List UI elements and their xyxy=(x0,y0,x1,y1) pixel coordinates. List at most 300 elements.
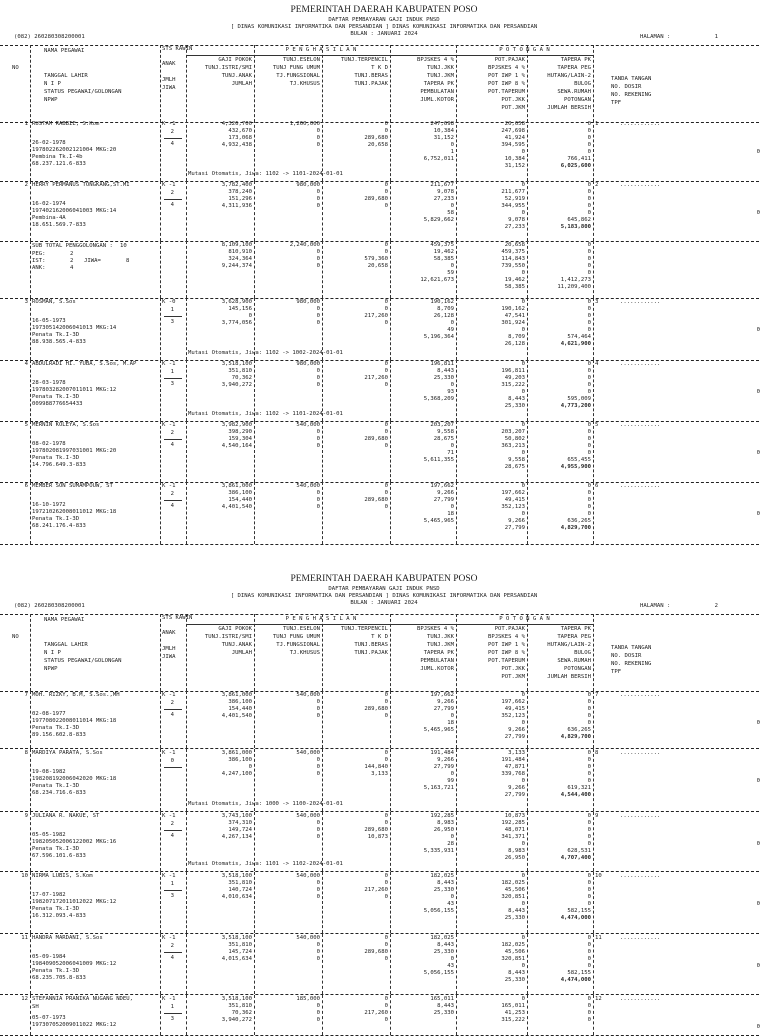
pay-p2-1: 0 xyxy=(316,820,320,826)
deduction-q1-5: 9,558 xyxy=(508,457,525,463)
signature-dots: ............ xyxy=(620,692,661,698)
pay-p3-1: 0 xyxy=(384,699,388,705)
deduction-q1-2: 52,919 xyxy=(504,196,525,202)
pay-p1-3: 3,940,272 xyxy=(221,382,252,388)
col-qc1-1: BPJSKES 4 % xyxy=(487,65,525,71)
pay-p3-0: 0 xyxy=(384,422,388,428)
employee-nip: 198205052006122002 MKG:16 xyxy=(32,839,117,845)
child-count: 2 xyxy=(170,430,174,436)
pay-p1-1: 351,810 xyxy=(228,880,252,886)
signature-number: 1 xyxy=(595,121,599,127)
col-ttd-2: NO. REKENING xyxy=(611,661,652,667)
col-qc2-6: JUMLAH BERSIH xyxy=(547,674,591,680)
pay-p4-5: 5,056,155 xyxy=(423,970,454,976)
row-col-divider-8 xyxy=(593,120,594,181)
pay-p2-0: 540,000 xyxy=(296,483,320,489)
header-col-divider-7 xyxy=(527,614,528,691)
col-pc4-4: PEMBULATAN xyxy=(420,658,454,664)
pay-p1-1: 374,310 xyxy=(228,820,252,826)
row-bottom-rule xyxy=(0,933,759,934)
birth-date: 05-09-1984 xyxy=(32,954,66,960)
marital-status: K -1 xyxy=(162,873,176,879)
deduction-q2-4: 0 xyxy=(587,450,591,456)
pay-p4-2: 25,330 xyxy=(433,887,454,893)
pay-p4-1: 8,983 xyxy=(437,820,454,826)
row-col-divider-2 xyxy=(186,421,187,482)
pay-p1-0: 3,518,100 xyxy=(221,361,252,367)
signature-dots: ............ xyxy=(620,299,661,305)
subtotal-p1-3: 9,244,374 xyxy=(221,263,252,269)
employee-rank: Pembina Tk.I-4b xyxy=(32,154,83,160)
signature-dots: ............ xyxy=(620,935,661,941)
pay-p2-3: 0 xyxy=(316,1017,320,1023)
pay-p4-0: 182,025 xyxy=(430,935,454,941)
deduction-q1-3: 394,595 xyxy=(501,142,525,148)
col-pc1-2: TUNJ.ANAK xyxy=(221,73,252,79)
pay-p2-3: 0 xyxy=(316,382,320,388)
pay-p1-0: 3,628,900 xyxy=(221,299,252,305)
page-number: 1 xyxy=(714,34,718,40)
pay-p4-1: 8,443 xyxy=(437,942,454,948)
row-number: 12 xyxy=(21,996,28,1002)
pay-p3-1: 0 xyxy=(384,429,388,435)
header-col-divider-2 xyxy=(186,45,187,122)
deduction-q1-5: 8,709 xyxy=(508,334,525,340)
deduction-q2-1: 0 xyxy=(587,820,591,826)
pay-p2-2: 0 xyxy=(316,313,320,319)
col-no: NO xyxy=(12,65,19,71)
penghasilan-heading: P E N G H A S I L A N xyxy=(285,47,357,53)
pay-p4-3: 0 xyxy=(450,834,454,840)
deduction-q2-4: 0 xyxy=(587,389,591,395)
row-col-divider-2 xyxy=(186,872,187,933)
employee-name: HERRY PERMANUS TONGKANG,ST.MI xyxy=(32,182,130,188)
row-col-divider-5 xyxy=(390,298,391,360)
jiwa-rule xyxy=(164,378,182,379)
deduction-q2-1: 0 xyxy=(587,757,591,763)
birth-date: 08-02-1978 xyxy=(32,441,66,447)
subtotal-p1-0: 8,109,100 xyxy=(221,242,252,248)
subtotal-jiwa: 8 xyxy=(126,258,130,264)
deduction-q1-6: 27,799 xyxy=(504,525,525,531)
rekening-zero: 0 xyxy=(756,720,760,726)
pay-p3-3: 0 xyxy=(384,956,388,962)
subtotal-q2-0: 0 xyxy=(587,242,591,248)
pay-p3-2: 289,680 xyxy=(364,497,388,503)
deduction-q2-2: 0 xyxy=(587,135,591,141)
pay-p4-0: 197,662 xyxy=(430,483,454,489)
subtotal-col-divider-1 xyxy=(160,241,161,298)
deduction-q2-3: 0 xyxy=(587,771,591,777)
employee-name: JULIANA R. NAKUE, ST xyxy=(32,813,100,819)
col-pc2-3: TJ.KHUSUS xyxy=(289,650,320,656)
pay-p1-0: 3,982,900 xyxy=(221,422,252,428)
row-col-divider-6 xyxy=(456,691,457,748)
subtotal-q2-1: 0 xyxy=(587,249,591,255)
deduction-q2-6: 4,544,400 xyxy=(560,792,591,798)
deduction-q1-1: 165,011 xyxy=(501,1003,525,1009)
col-pc3-1: T K D xyxy=(371,634,388,640)
subtotal-jiwa-label: JIWA= xyxy=(84,258,101,264)
penghasilan-underline xyxy=(186,55,456,56)
deduction-q1-1: 192,285 xyxy=(501,820,525,826)
subtotal-p4-5: 12,621,673 xyxy=(420,277,454,283)
subtotal-q1-6: 58,385 xyxy=(504,284,525,290)
signature-number: 7 xyxy=(595,692,599,698)
rekening-zero: 0 xyxy=(756,210,760,216)
pay-p1-1: 145,156 xyxy=(228,306,252,312)
deduction-q2-3: 0 xyxy=(587,382,591,388)
col-pc4-3: TAPERA PK xyxy=(423,81,454,87)
row-col-divider-6 xyxy=(456,482,457,544)
signature-dots: ............ xyxy=(620,483,661,489)
pay-p1-0: 3,518,100 xyxy=(221,935,252,941)
deduction-q2-2: 0 xyxy=(587,196,591,202)
pay-p2-3: 0 xyxy=(316,894,320,900)
deduction-q1-1: 197,662 xyxy=(501,490,525,496)
pay-p2-3: 0 xyxy=(316,320,320,326)
pay-p4-1: 9,266 xyxy=(437,490,454,496)
subtotal-q2-3: 0 xyxy=(587,263,591,269)
pay-p4-3: 0 xyxy=(450,713,454,719)
pay-p2-3: 0 xyxy=(316,504,320,510)
col-pc3-3: TUNJ.PAJAK xyxy=(354,650,388,656)
pay-p4-5: 6,752,011 xyxy=(423,156,454,162)
signature-number: 10 xyxy=(595,873,602,879)
col-pc3-0: TUNJ.TERPENCIL xyxy=(340,57,388,63)
halaman-label: HALAMAN : xyxy=(640,34,671,40)
row-col-divider-8 xyxy=(593,360,594,421)
col-qc2-2: HUTANG/LAIN-2 xyxy=(547,642,591,648)
row-col-divider-1 xyxy=(160,812,161,871)
employee-name-line2: SH xyxy=(32,1004,39,1010)
deduction-q2-1: 0 xyxy=(587,368,591,374)
deduction-q1-2: 49,415 xyxy=(504,706,525,712)
header-col-divider-3 xyxy=(254,614,255,691)
row-col-divider-8 xyxy=(593,934,594,994)
deduction-q1-4: 0 xyxy=(521,963,525,969)
subtotal-count: 10 xyxy=(120,243,127,249)
subtotal-p4-1: 19,462 xyxy=(433,249,454,255)
col-qc1-5: POT.JKK xyxy=(501,666,525,672)
deduction-q2-6: 4,621,900 xyxy=(560,341,591,347)
deduction-q1-3: 339,768 xyxy=(501,771,525,777)
col-pc2-2: TJ.FUNGSIONAL xyxy=(276,73,320,79)
rekening-zero: 0 xyxy=(756,901,760,907)
deduction-q2-4: 0 xyxy=(587,720,591,726)
col-status: STATUS PEGAWAI/GOLONGAN xyxy=(44,658,122,664)
header-col-divider-6 xyxy=(456,614,457,691)
deduction-q2-2: 0 xyxy=(587,887,591,893)
row-number: 9 xyxy=(24,813,28,819)
col-pc2-0: TUNJ.ESELON xyxy=(282,57,320,63)
deduction-q2-2: 0 xyxy=(587,949,591,955)
employee-rank: Penata Tk.I-3D xyxy=(32,516,80,522)
deduction-q1-3: 352,123 xyxy=(501,504,525,510)
pay-p3-2: 217,260 xyxy=(364,375,388,381)
employee-nip: 198409052006041009 MKG:12 xyxy=(32,961,117,967)
deduction-q2-3: 0 xyxy=(587,142,591,148)
rekening-zero: 0 xyxy=(756,327,760,333)
pay-p4-2: 26,950 xyxy=(433,827,454,833)
subtotal-p2-3: 0 xyxy=(316,263,320,269)
deduction-q1-5: 9,266 xyxy=(508,785,525,791)
row-col-divider-7 xyxy=(527,749,528,811)
row-col-divider-2 xyxy=(186,995,187,1035)
deduction-q1-3: 363,213 xyxy=(501,443,525,449)
row-col-divider-5 xyxy=(390,482,391,544)
deduction-q2-5: 619,321 xyxy=(567,785,591,791)
jiwa-rule xyxy=(164,500,182,501)
col-pc4-5: JUML.KOTOR xyxy=(420,666,454,672)
pay-p4-0: 192,285 xyxy=(430,813,454,819)
col-qc2-5: POTONGAN xyxy=(564,666,591,672)
pay-p1-1: 386,100 xyxy=(228,757,252,763)
pay-p3-2: 289,680 xyxy=(364,827,388,833)
subtotal-q2-2: 0 xyxy=(587,256,591,262)
pay-p2-3: 0 xyxy=(316,834,320,840)
employee-name: NIRMA LUBIS, S.Kom xyxy=(32,873,93,879)
pay-p4-5: 5,465,965 xyxy=(423,518,454,524)
pay-p2-2: 0 xyxy=(316,497,320,503)
jiwa-rule xyxy=(164,709,182,710)
deduction-q1-2: 45,506 xyxy=(504,949,525,955)
signature-dots: ............ xyxy=(620,121,661,127)
row-col-divider-3 xyxy=(254,691,255,748)
deduction-q1-2: 41,253 xyxy=(504,1010,525,1016)
pay-p3-2: 289,680 xyxy=(364,436,388,442)
deduction-q1-5: 9,266 xyxy=(508,518,525,524)
header-col-divider-4 xyxy=(322,45,323,122)
pay-p4-4: 99 xyxy=(447,778,454,784)
col-ttd-3: TPF xyxy=(611,100,622,106)
pay-p2-2: 0 xyxy=(316,135,320,141)
deduction-q2-4: 0 xyxy=(587,327,591,333)
deduction-q1-4: 0 xyxy=(521,210,525,216)
col-qc2-6: JUMLAH BERSIH xyxy=(547,105,591,111)
signature-number: 5 xyxy=(595,422,599,428)
row-bottom-rule xyxy=(0,994,759,995)
col-stskawin: STS KAWIN xyxy=(162,46,193,52)
deduction-q2-0: 0 xyxy=(587,121,591,127)
header-col-divider-0 xyxy=(30,45,31,122)
col-qc2-4: SEWA.RUMAH xyxy=(557,658,591,664)
pay-p3-2: 217,260 xyxy=(364,887,388,893)
subtotal-p3-2: 579,360 xyxy=(364,256,388,262)
deduction-q2-0: 0 xyxy=(587,692,591,698)
row-col-divider-0 xyxy=(30,812,31,871)
pay-p4-0: 191,484 xyxy=(430,750,454,756)
pay-p3-0: 0 xyxy=(384,750,388,756)
pay-p1-0: 3,518,100 xyxy=(221,996,252,1002)
subtotal-q2-4: 0 xyxy=(587,270,591,276)
pay-p4-5: 5,196,364 xyxy=(423,334,454,340)
pay-p3-1: 0 xyxy=(384,757,388,763)
col-qc2-1: TAPERA PEG xyxy=(557,634,591,640)
pay-p4-3: 0 xyxy=(450,320,454,326)
jiwa-rule xyxy=(164,890,182,891)
header-col-divider-8 xyxy=(593,45,594,122)
deduction-q1-1: 182,025 xyxy=(501,942,525,948)
marital-status: K -1 xyxy=(162,361,176,367)
pay-p3-0: 0 xyxy=(384,692,388,698)
row-col-divider-2 xyxy=(186,181,187,241)
pay-p2-0: 1,260,000 xyxy=(289,121,320,127)
row-col-divider-3 xyxy=(254,872,255,933)
subtotal-bottom-rule xyxy=(0,298,759,299)
subtotal-p4-2: 58,385 xyxy=(433,256,454,262)
pay-p2-2: 0 xyxy=(316,196,320,202)
subtotal-peg: 2 xyxy=(70,251,74,257)
child-count: 2 xyxy=(170,491,174,497)
employee-npwp: 89.156.602.8-833 xyxy=(32,732,86,738)
deduction-q2-4: 0 xyxy=(587,841,591,847)
pay-p2-0: 185,000 xyxy=(296,996,320,1002)
pay-p2-2: 0 xyxy=(316,887,320,893)
row-number: 5 xyxy=(24,422,28,428)
pay-p1-3: 4,932,438 xyxy=(221,142,252,148)
pay-p3-1: 0 xyxy=(384,942,388,948)
col-anak: ANAK xyxy=(162,630,176,636)
col-ttd-2: NO. REKENING xyxy=(611,92,652,98)
deduction-q2-5: 645,862 xyxy=(567,217,591,223)
child-count: 2 xyxy=(170,700,174,706)
marital-status: K -1 xyxy=(162,692,176,698)
deduction-q2-4: 0 xyxy=(587,778,591,784)
pay-p3-2: 289,680 xyxy=(364,196,388,202)
pay-p4-2: 27,233 xyxy=(433,196,454,202)
pay-p3-1: 0 xyxy=(384,880,388,886)
employee-name: MARDIYA PARATA, S.Sos xyxy=(32,750,103,756)
department-line: [ DINAS KOMUNIKASI INFORMATIKA DAN PERSANDIAN ] DINAS KOMUNIKASI INFORMATIKA DAN PERSANDIAN xyxy=(230,593,538,599)
deduction-q1-3: 320,851 xyxy=(501,894,525,900)
pay-p1-1: 386,100 xyxy=(228,490,252,496)
pay-p3-3: 0 xyxy=(384,443,388,449)
deduction-q1-2: 49,203 xyxy=(504,375,525,381)
pay-p1-1: 398,290 xyxy=(228,429,252,435)
pay-p2-3: 0 xyxy=(316,713,320,719)
deduction-q2-5: 766,411 xyxy=(567,156,591,162)
row-col-divider-2 xyxy=(186,691,187,748)
deduction-q2-0: 0 xyxy=(587,750,591,756)
deduction-q2-5: 574,464 xyxy=(567,334,591,340)
pay-p2-0: 540,000 xyxy=(296,873,320,879)
col-qc1-3: POT IWP 8 % xyxy=(487,81,525,87)
subtotal-ank: 4 xyxy=(70,265,74,271)
col-pc2-2: TJ.FUNGSIONAL xyxy=(276,642,320,648)
pay-p4-1: 9,078 xyxy=(437,189,454,195)
employee-nip: 197802262002121004 MKG:20 xyxy=(32,147,117,153)
deduction-q2-3: 0 xyxy=(587,894,591,900)
deduction-q2-4: 0 xyxy=(587,963,591,969)
row-number: 3 xyxy=(24,299,28,305)
employee-npwp: 14.796.649.3-833 xyxy=(32,462,86,468)
marital-status: K -1 xyxy=(162,935,176,941)
deduction-q2-3: 0 xyxy=(587,443,591,449)
col-pc1-3: JUMLAH xyxy=(231,650,252,656)
pay-p4-2: 27,799 xyxy=(433,764,454,770)
pay-p3-0: 0 xyxy=(384,935,388,941)
pay-p3-0: 0 xyxy=(384,483,388,489)
deduction-q1-1: 190,162 xyxy=(501,306,525,312)
deduction-q2-6: 4,773,200 xyxy=(560,403,591,409)
pay-p2-0: 980,000 xyxy=(296,299,320,305)
halaman-label: HALAMAN : xyxy=(640,603,671,609)
deduction-q2-2: 0 xyxy=(587,827,591,833)
pay-p4-2: 28,675 xyxy=(433,436,454,442)
row-col-divider-2 xyxy=(186,482,187,544)
col-status: STATUS PEGAWAI/GOLONGAN xyxy=(44,89,122,95)
col-nama: NAMA PEGAWAI xyxy=(44,617,85,623)
deduction-q1-0: 0 xyxy=(521,483,525,489)
rekening-zero: 0 xyxy=(756,963,760,969)
deduction-q2-1: 0 xyxy=(587,490,591,496)
page-subtitle: DAFTAR PEMBAYARAN GAJI INDUK PNSD xyxy=(328,586,440,592)
row-col-divider-8 xyxy=(593,691,594,748)
employee-name: STEFANNIA PRANIKA NUGANG NDEU, xyxy=(32,996,134,1002)
signature-number: 3 xyxy=(595,299,599,305)
pay-p4-2: 25,330 xyxy=(433,375,454,381)
deduction-q1-5: 9,078 xyxy=(508,217,525,223)
soul-count: 4 xyxy=(170,833,174,839)
pay-p1-0: 3,743,100 xyxy=(221,813,252,819)
row-col-divider-4 xyxy=(322,181,323,241)
rekening-zero: 0 xyxy=(756,511,760,517)
deduction-q2-3: 0 xyxy=(587,504,591,510)
row-col-divider-3 xyxy=(254,934,255,994)
row-col-divider-6 xyxy=(456,298,457,360)
subtotal-p2-2: 0 xyxy=(316,256,320,262)
child-count: 1 xyxy=(170,1004,174,1010)
pay-p3-3: 3,133 xyxy=(371,771,388,777)
col-qc2-5: POTONGAN xyxy=(564,97,591,103)
pay-p4-2: 25,330 xyxy=(433,1010,454,1016)
col-qc1-0: POT.PAJAK xyxy=(494,626,525,632)
page-title: PEMERINTAH DAERAH KABUPATEN POSO xyxy=(290,574,478,584)
row-col-divider-2 xyxy=(186,298,187,360)
row-col-divider-2 xyxy=(186,120,187,181)
col-anak: ANAK xyxy=(162,61,176,67)
col-qc1-0: POT.PAJAK xyxy=(494,57,525,63)
pay-p4-0: 211,677 xyxy=(430,182,454,188)
row-col-divider-6 xyxy=(456,872,457,933)
employee-nip: 197307052009011022 MKG:12 xyxy=(32,1022,117,1028)
deduction-q2-0: 0 xyxy=(587,483,591,489)
row-col-divider-0 xyxy=(30,872,31,933)
potongan-heading: P O T O N G A N xyxy=(499,616,550,622)
pay-p1-0: 3,861,000 xyxy=(221,750,252,756)
pay-p4-1: 8,443 xyxy=(437,1003,454,1009)
potongan-heading: P O T O N G A N xyxy=(499,47,550,53)
page-number: 2 xyxy=(714,603,718,609)
row-col-divider-5 xyxy=(390,995,391,1035)
subtotal-col-divider-2 xyxy=(186,241,187,298)
deduction-q1-5: 8,443 xyxy=(508,970,525,976)
deduction-q2-0: 0 xyxy=(587,182,591,188)
subtotal-q1-4: 0 xyxy=(521,270,525,276)
signature-number: 9 xyxy=(595,813,599,819)
pay-p4-1: 8,443 xyxy=(437,880,454,886)
deduction-q1-4: 0 xyxy=(521,327,525,333)
row-col-divider-7 xyxy=(527,360,528,421)
pay-p2-0: 540,000 xyxy=(296,935,320,941)
employee-nip: 197802081997031001 MKG:20 xyxy=(32,448,117,454)
pay-p3-0: 0 xyxy=(384,361,388,367)
row-number: 6 xyxy=(24,483,28,489)
deduction-q2-0: 0 xyxy=(587,873,591,879)
employee-rank: Penata Tk.I-3D xyxy=(32,906,80,912)
signature-dots: ............ xyxy=(620,182,661,188)
